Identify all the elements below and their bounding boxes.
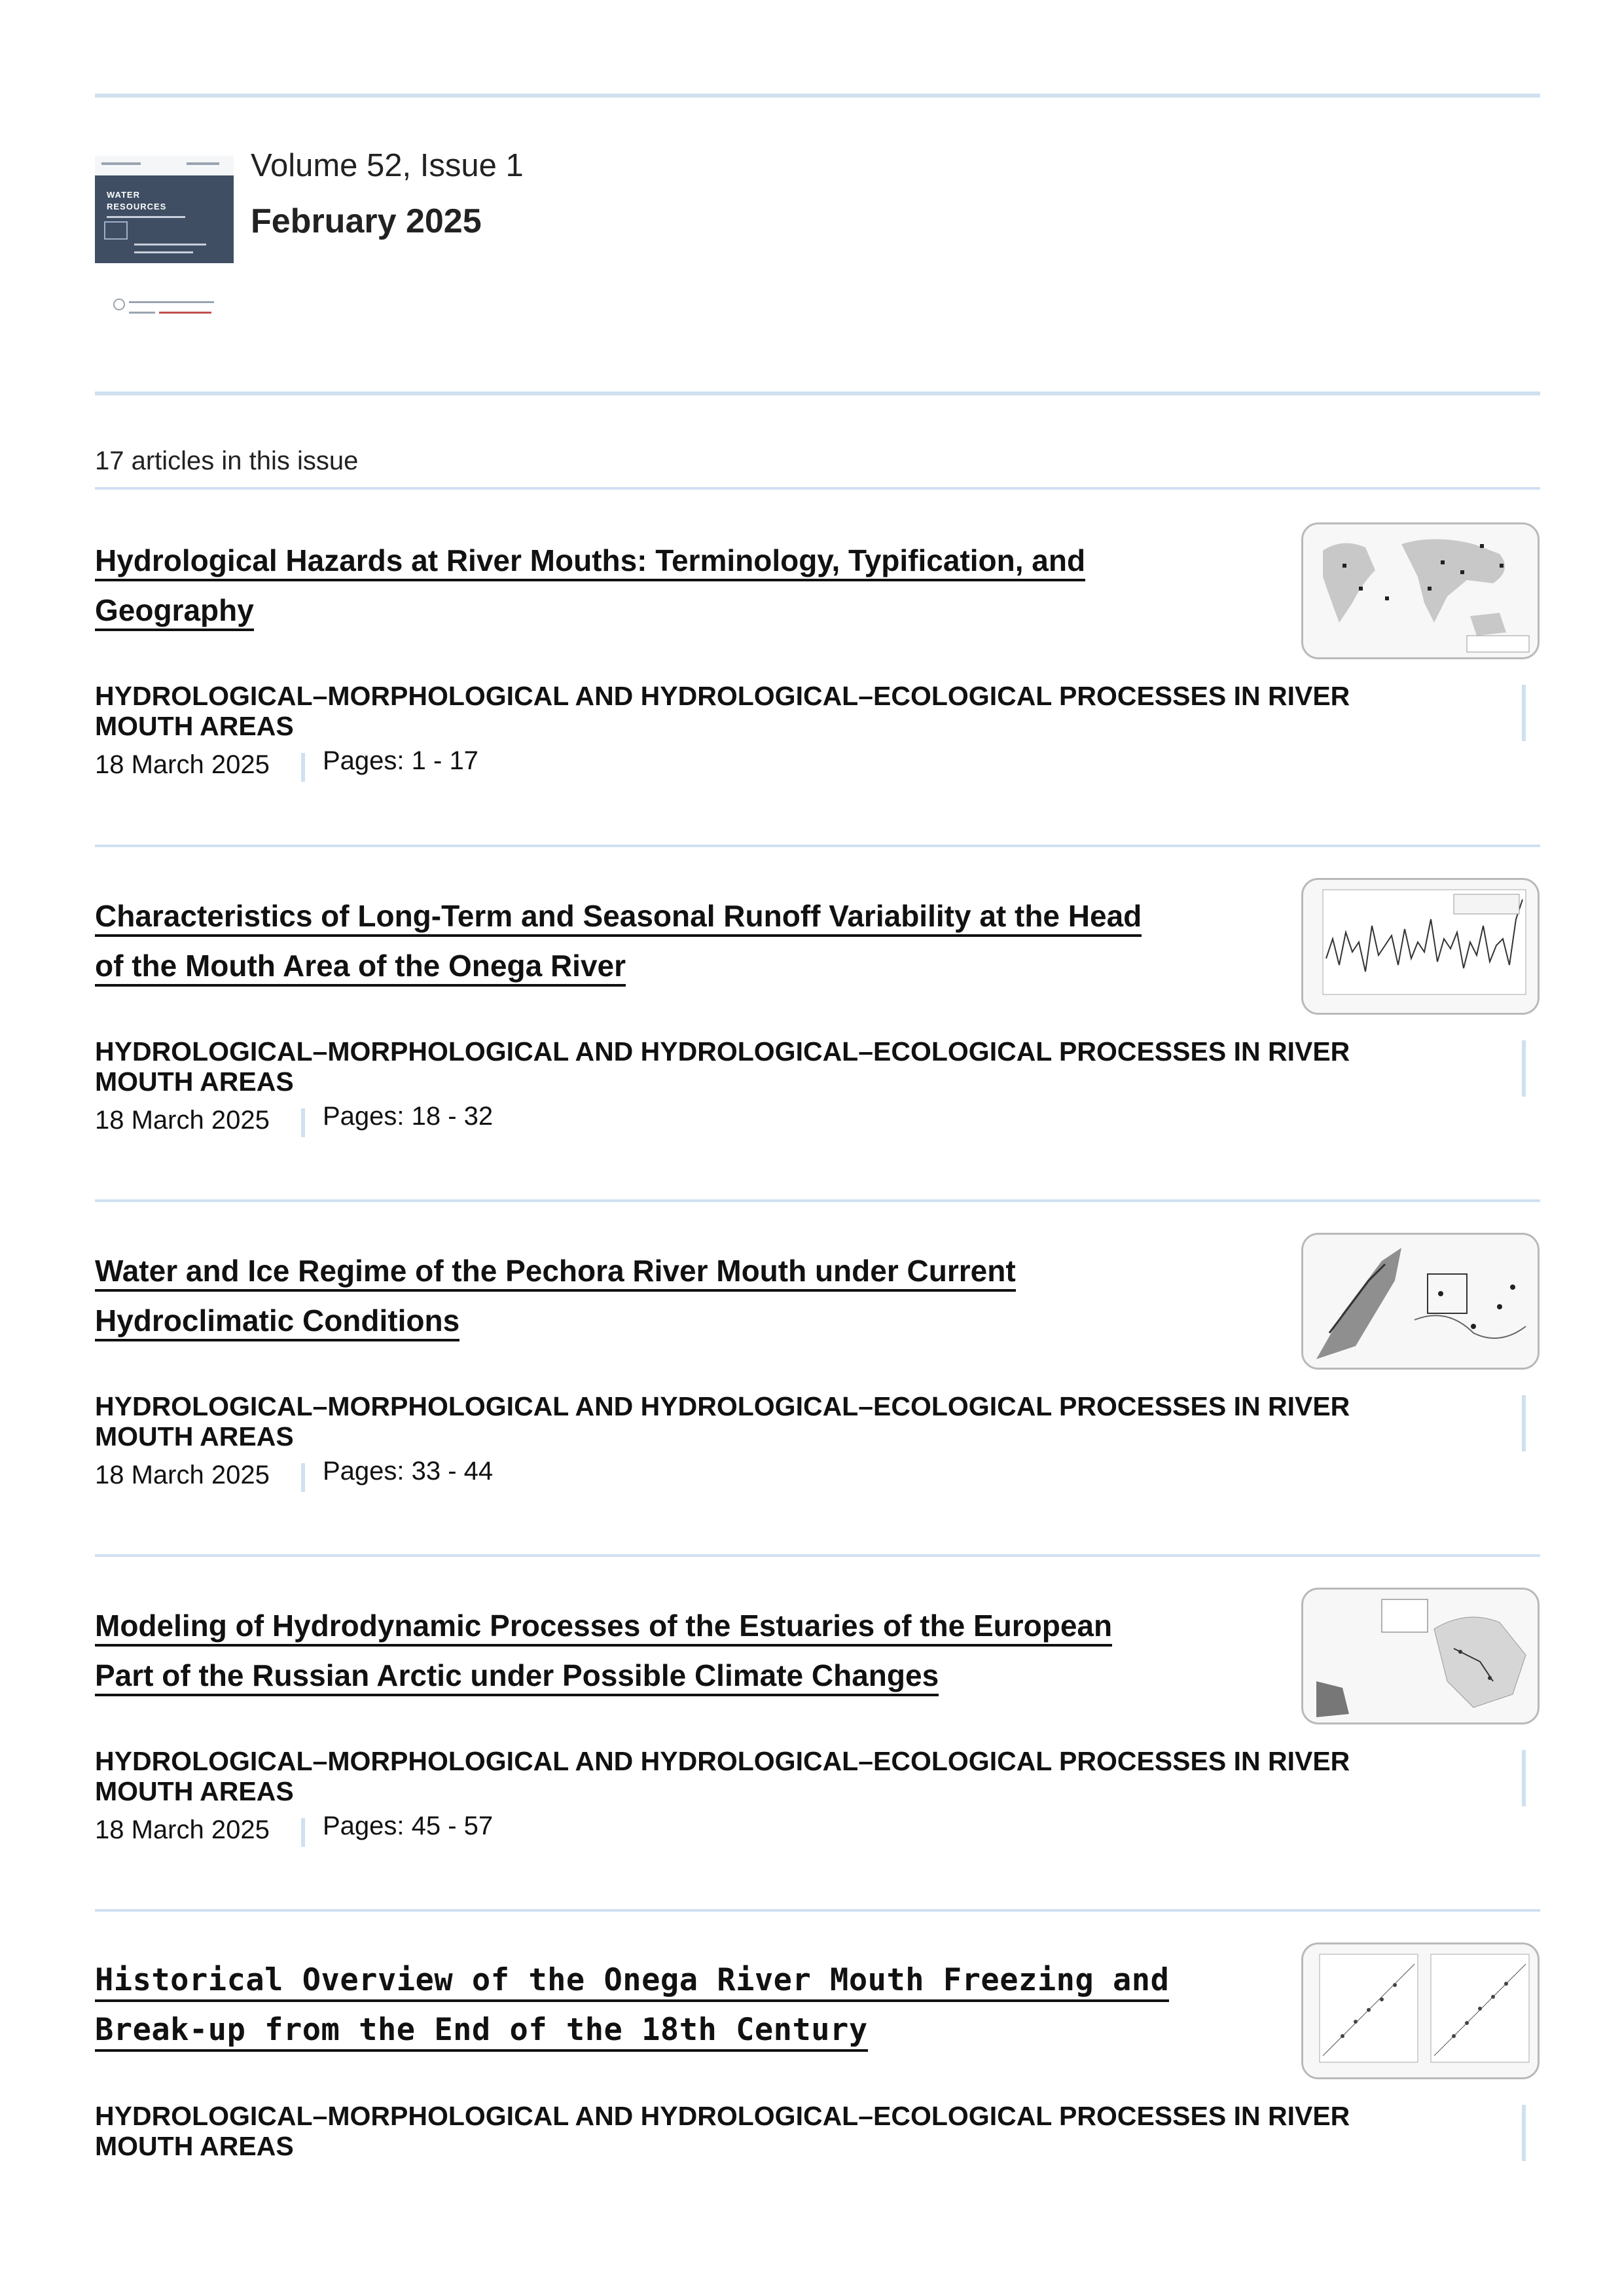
section-line: MOUTH AREAS <box>95 1776 294 1806</box>
article-title-link[interactable] <box>95 1601 1247 1700</box>
section-accent-bar <box>1522 2105 1526 2161</box>
article-title-line[interactable]: Break-up from the End of the 18th Century <box>95 2012 868 2052</box>
article-title-line[interactable]: Historical Overview of the Onega River Mouth Freezing and <box>95 1962 1169 2002</box>
article-title-line[interactable]: Hydrological Hazards at River Mouths: Terminology, Typification, and <box>95 543 1085 581</box>
publish-date: 18 March 2025 <box>95 1815 270 1844</box>
article-section <box>95 681 1476 741</box>
publish-date: 18 March 2025 <box>95 1106 270 1135</box>
article-title-link[interactable] <box>95 1246 1247 1345</box>
article-divider <box>95 1909 1540 1912</box>
section-accent-bar <box>1522 685 1526 741</box>
publish-date: 18 March 2025 <box>95 750 270 779</box>
arctic-map-thumbnail[interactable] <box>1301 1588 1540 1724</box>
page-range: Pages: 33 - 44 <box>323 1457 494 1485</box>
article-divider <box>95 845 1540 847</box>
article-title-line[interactable]: Characteristics of Long-Term and Seasonal Runoff Variability at the Head <box>95 899 1142 937</box>
section-line: MOUTH AREAS <box>95 1066 294 1097</box>
issue-date: February 2025 <box>251 202 482 240</box>
river-map-thumbnail[interactable] <box>1301 1233 1540 1370</box>
section-line: MOUTH AREAS <box>95 711 294 741</box>
section-accent-bar <box>1522 1750 1526 1806</box>
section-line: MOUTH AREAS <box>95 1421 294 1451</box>
article-section <box>95 1036 1476 1097</box>
meta-separator <box>301 1108 305 1137</box>
publisher-logo <box>113 299 225 325</box>
count-divider <box>95 487 1540 490</box>
section-accent-bar <box>1522 1040 1526 1097</box>
article-divider <box>95 1554 1540 1557</box>
meta-separator <box>301 1818 305 1847</box>
page-range: Pages: 18 - 32 <box>323 1102 494 1131</box>
world-map-thumbnail[interactable] <box>1301 522 1540 659</box>
section-line: HYDROLOGICAL–MORPHOLOGICAL AND HYDROLOGICAL–ECOLOGICAL PROCESSES IN RIVER <box>95 1746 1350 1776</box>
time-series-chart-thumbnail[interactable] <box>1301 878 1540 1015</box>
publish-date: 18 March 2025 <box>95 1461 270 1489</box>
article-title-link[interactable] <box>95 1956 1247 2055</box>
cover-panel: WATER RESOURCES <box>95 175 234 263</box>
section-line: HYDROLOGICAL–MORPHOLOGICAL AND HYDROLOGICAL–ECOLOGICAL PROCESSES IN RIVER <box>95 2101 1350 2131</box>
meta-separator <box>301 753 305 782</box>
section-line: HYDROLOGICAL–MORPHOLOGICAL AND HYDROLOGICAL–ECOLOGICAL PROCESSES IN RIVER <box>95 1391 1350 1421</box>
article-title-line[interactable]: of the Mouth Area of the Onega River <box>95 949 626 987</box>
article-divider <box>95 1199 1540 1202</box>
article-title-line[interactable]: Geography <box>95 593 254 631</box>
article-title-line[interactable]: Hydroclimatic Conditions <box>95 1303 460 1341</box>
article-section <box>95 2101 1476 2161</box>
top-divider <box>95 94 1540 98</box>
page-range: Pages: 1 - 17 <box>323 746 478 775</box>
article-title-link[interactable] <box>95 891 1247 991</box>
section-line: HYDROLOGICAL–MORPHOLOGICAL AND HYDROLOGICAL–ECOLOGICAL PROCESSES IN RIVER <box>95 1036 1350 1066</box>
header-divider <box>95 392 1540 395</box>
article-title-line[interactable]: Water and Ice Regime of the Pechora River Mouth under Current <box>95 1254 1016 1292</box>
meta-separator <box>301 1463 305 1492</box>
article-section <box>95 1746 1476 1806</box>
page-range: Pages: 45 - 57 <box>323 1812 494 1840</box>
section-line: MOUTH AREAS <box>95 2131 294 2161</box>
article-title-link[interactable] <box>95 536 1247 635</box>
article-section <box>95 1391 1476 1451</box>
issue-volume: Volume 52, Issue 1 <box>251 148 524 183</box>
section-line: HYDROLOGICAL–MORPHOLOGICAL AND HYDROLOGICAL–ECOLOGICAL PROCESSES IN RIVER <box>95 681 1350 711</box>
journal-cover-image[interactable] <box>95 156 234 333</box>
article-count: 17 articles in this issue <box>95 446 359 475</box>
cover-top-strip <box>95 156 234 175</box>
article-title-line[interactable]: Part of the Russian Arctic under Possible Climate Changes <box>95 1658 939 1696</box>
article-title-line[interactable]: Modeling of Hydrodynamic Processes of the Estuaries of the European <box>95 1609 1112 1647</box>
section-accent-bar <box>1522 1395 1526 1451</box>
scatter-plot-thumbnail[interactable] <box>1301 1942 1540 2079</box>
